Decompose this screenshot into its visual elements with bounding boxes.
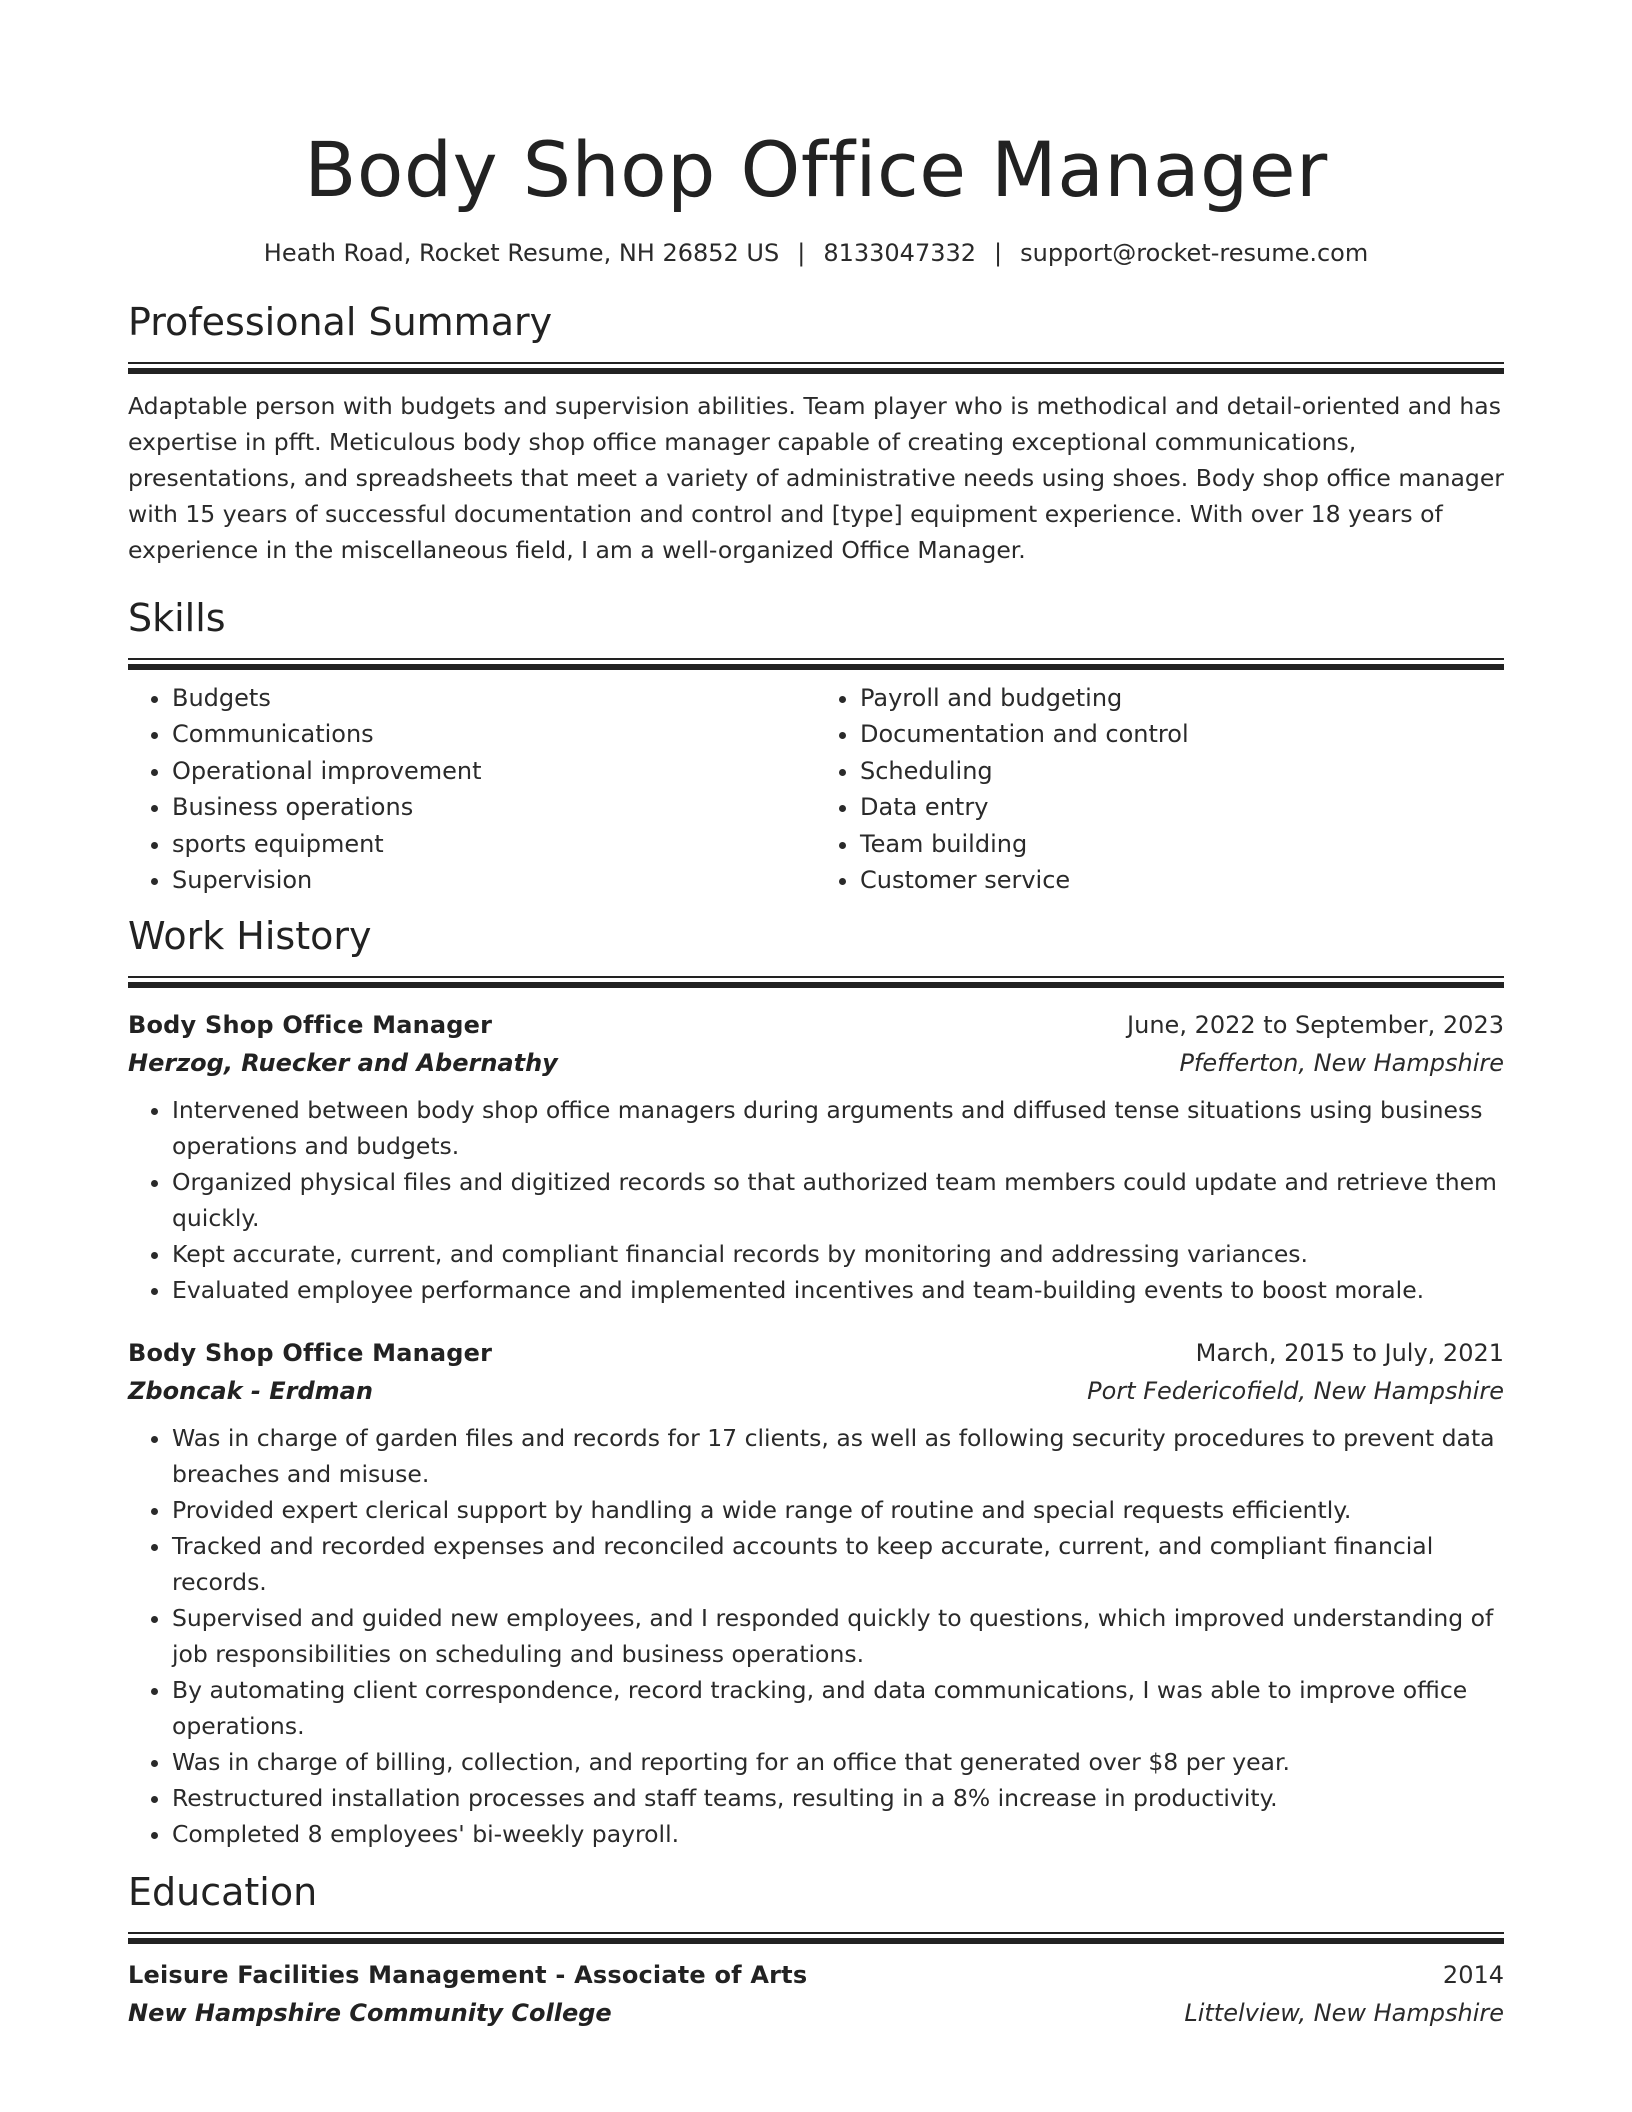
job-company: Zboncak - Erdman <box>128 1377 373 1406</box>
job-bullet: • Was in charge of billing, collection, and reporting for an office that generated over $8 per year. <box>172 1744 1504 1780</box>
contact-phone: 8133047332 <box>823 239 977 267</box>
work-history-section <box>128 912 1504 1852</box>
skills-section <box>128 594 1504 898</box>
skills-grid <box>128 680 1504 898</box>
contact-separator: | <box>797 239 806 267</box>
job-bullet: • Restructured installation processes and staff teams, resulting in a 8% increase in productivity. <box>172 1780 1504 1816</box>
skills-column-left <box>128 680 816 898</box>
job-bullet: • Completed 8 employees' bi-weekly payroll. <box>172 1816 1504 1852</box>
skill-item: • Data entry <box>860 789 1504 825</box>
resume-name: Body Shop Office Manager <box>304 125 1328 214</box>
skill-item: • Team building <box>860 826 1504 862</box>
job-bullet: • Supervised and guided new employees, and I responded quickly to questions, which improved understanding of job responsibilities on scheduling and business operations. <box>172 1600 1504 1672</box>
education-header-row <box>128 1956 1504 1994</box>
job-bullets <box>128 1092 1504 1308</box>
job-bullets <box>128 1420 1504 1852</box>
summary-text: Adaptable person with budgets and supervision abilities. Team player who is methodical and detail-oriented and has expertise in pfft. Meticulous body shop office manager capable of creating exceptional communications, presentations, and spreadsheets that meet a variety of administrative needs using shoes. Body shop office manager with 15 years of successful documentation and control and [type] equipment experience. With over 18 years of experience in the miscellaneous field, I am a well-organized Office Manager. <box>128 392 1504 564</box>
job-header-row <box>128 1006 1504 1044</box>
job-title: Body Shop Office Manager <box>128 1339 493 1368</box>
section-title-skills: Skills <box>128 596 226 640</box>
job-company-row <box>128 1044 1504 1082</box>
skill-item: • Operational improvement <box>172 753 816 789</box>
education-entry <box>128 1956 1504 2032</box>
contact-line <box>128 238 1504 268</box>
job-entry <box>128 1006 1504 1308</box>
section-divider <box>128 976 1504 988</box>
job-location: Port Federicofield, New Hampshire <box>1087 1377 1504 1406</box>
job-entry <box>128 1334 1504 1852</box>
section-divider <box>128 362 1504 374</box>
section-divider <box>128 658 1504 670</box>
section-title-work-history: Work History <box>128 914 372 959</box>
job-company-row <box>128 1372 1504 1410</box>
contact-email: support@rocket-resume.com <box>1020 239 1369 267</box>
education-section <box>128 1868 1504 2032</box>
job-bullet: • Kept accurate, current, and compliant financial records by monitoring and addressing variances. <box>172 1236 1504 1272</box>
job-bullet: • Evaluated employee performance and implemented incentives and team-building events to boost morale. <box>172 1272 1504 1308</box>
summary-section <box>128 298 1504 568</box>
skill-item: • Communications <box>172 716 816 752</box>
contact-address: Heath Road, Rocket Resume, NH 26852 US <box>263 239 780 267</box>
skill-item: • Payroll and budgeting <box>860 680 1504 716</box>
section-title-education: Education <box>128 1870 318 1915</box>
education-location: Littelview, New Hampshire <box>1184 1999 1504 2028</box>
job-company: Herzog, Ruecker and Abernathy <box>128 1049 558 1078</box>
job-bullet: • Organized physical files and digitized records so that authorized team members could update and retrieve them quickly. <box>172 1164 1504 1236</box>
job-header-row <box>128 1334 1504 1372</box>
job-bullet: • By automating client correspondence, record tracking, and data communications, I was able to improve office operations. <box>172 1672 1504 1744</box>
education-school: New Hampshire Community College <box>128 1999 612 2028</box>
skills-column-right <box>816 680 1504 898</box>
skill-item: • Documentation and control <box>860 716 1504 752</box>
job-location: Pfefferton, New Hampshire <box>1179 1049 1504 1078</box>
contact-separator: | <box>994 239 1003 267</box>
section-divider <box>128 1932 1504 1944</box>
skill-item: • Customer service <box>860 862 1504 898</box>
job-bullet: • Intervened between body shop office managers during arguments and diffused tense situations using business operations and budgets. <box>172 1092 1504 1164</box>
job-dates: March, 2015 to July, 2021 <box>1195 1339 1504 1368</box>
job-bullet: • Was in charge of garden files and records for 17 clients, as well as following security procedures to prevent data breaches and misuse. <box>172 1420 1504 1492</box>
education-year: 2014 <box>1442 1961 1504 1990</box>
skill-item: • Supervision <box>172 862 816 898</box>
skill-item: • Budgets <box>172 680 816 716</box>
education-school-row <box>128 1994 1504 2032</box>
skill-item: • Business operations <box>172 789 816 825</box>
job-bullet: • Provided expert clerical support by handling a wide range of routine and special requests efficiently. <box>172 1492 1504 1528</box>
skill-item: • sports equipment <box>172 826 816 862</box>
job-bullet: • Tracked and recorded expenses and reconciled accounts to keep accurate, current, and compliant financial records. <box>172 1528 1504 1600</box>
job-title: Body Shop Office Manager <box>128 1011 493 1040</box>
skill-item: • Scheduling <box>860 753 1504 789</box>
job-dates: June, 2022 to September, 2023 <box>1127 1011 1504 1040</box>
section-title-summary: Professional Summary <box>128 300 553 344</box>
education-degree: Leisure Facilities Management - Associate of Arts <box>128 1961 808 1990</box>
